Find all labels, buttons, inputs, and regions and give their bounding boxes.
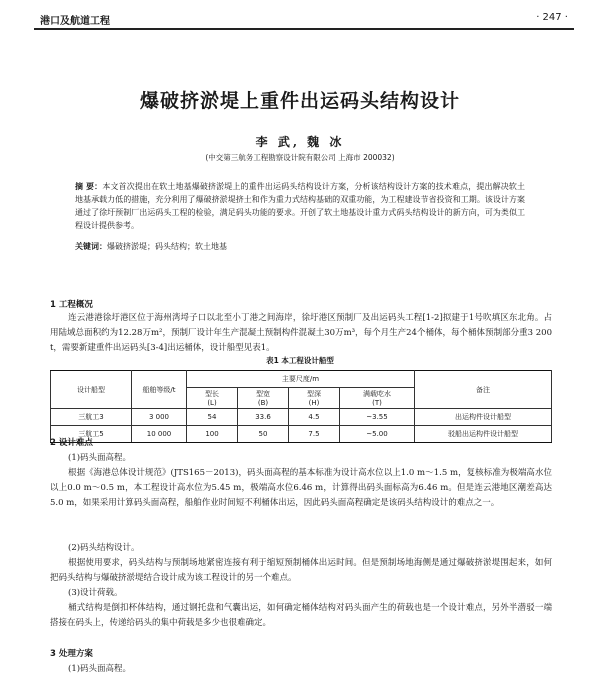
- col-note: 备注: [415, 371, 552, 409]
- col-draft: 满载吃水 (T): [340, 388, 415, 409]
- col-depth: 型深 (H): [289, 388, 340, 409]
- col-ship: 设计船型: [51, 371, 132, 409]
- abstract-text: 本文首次提出在软土地基爆破挤淤堤上的重件出运码头结构设计方案，分析该结构设计方案的技术难点，提出解决软土地基承载力低的措施，充分利用了爆破挤淤堤挤土和作为重力式结构基础的双重功能，为工程建设节省投资和工期。该设计方案通过了徐圩预制厂出运码头工程的检验，满足码头功能的要求。开创了软土地基设计重力式码头结构设计的新方向，可为类似工程设计提供参考。: [75, 182, 525, 230]
- keywords: [75, 240, 525, 253]
- abstract-label: 摘 要：: [75, 182, 103, 191]
- col-dims: 主要尺度/m: [187, 371, 415, 388]
- section-2-paragraph-1: 根据《海港总体设计规范》(JTS165－2013)，码头面高程的基本标准为设计高水位以上1.0 m～1.5 m，复核标准为极端高水位以上0.0 m～0.5 m，本工程设计高水位为5.45 m，极端高水位6.46 m，计算得出码头面标高为6.46 m。但是连云港地区潮差高达5.0 m，如果采用计算码头面高程，船舶作业时间短不利桶体出运，因此码头面高程确定是该码头结构设计的难点之一。: [50, 468, 552, 508]
- ship-type-table: [50, 370, 552, 443]
- section-2-sub-2: (2)码头结构设计。: [68, 543, 140, 553]
- section-1-paragraph: [50, 311, 552, 356]
- section-2-heading: 2 设计难点: [50, 438, 93, 448]
- section-2-paragraph-2: 根据使用要求，码头结构与预制场地紧密连接有利于缩短预制桶体出运时间。但是预制场地海侧是通过爆破挤淤堤围起来，如何把码头结构与爆破挤淤堤结合设计成为该工程设计的另一个难点。: [50, 558, 552, 583]
- col-tonnage: 船舶等级/t: [132, 371, 187, 409]
- table-row: 三航工3 3 000 54 33.6 4.5 ~3.55 出运构件设计船型: [51, 409, 552, 426]
- section-1-text: 连云港港徐圩港区位于海州湾埒子口以北至小丁港之间海岸，徐圩港区预制厂及出运码头工程[1-2]拟建于1号吹填区东北角。占用陆域总面积约为12.28万m²，预制厂设计年生产混凝土预制构件混凝土30万m³，每个月生产24个桶体，每个桶体预制部分重3 200 t，需要新建重件出运码头[3-4]出运桶体，设计船型见表1。: [50, 313, 552, 353]
- section-3-heading: 3 处理方案: [50, 649, 93, 659]
- col-length: 型长 (L): [187, 388, 238, 409]
- table-row: 三航工5 10 000 100 50 7.5 ~5.00 驳船出运构件设计船型: [51, 426, 552, 443]
- journal-name: 港口及航道工程: [40, 16, 110, 27]
- section-2-sub-3: (3)设计荷载。: [68, 588, 123, 598]
- section-1-heading: 1 工程概况: [50, 300, 93, 310]
- authors: 李 武, 魏 冰: [255, 135, 345, 149]
- affiliation: (中交第三航务工程勘察设计院有限公司 上海市 200032): [205, 153, 395, 162]
- paper-title: 爆破挤淤堤上重件出运码头结构设计: [139, 90, 460, 112]
- keywords-text: 爆破挤淤堤；码头结构；软土地基: [107, 242, 227, 251]
- section-3-sub-1: (1)码头面高程。: [68, 664, 132, 674]
- keywords-label: 关键词：: [75, 242, 107, 251]
- abstract: [75, 180, 525, 232]
- col-breadth: 型宽 (B): [238, 388, 289, 409]
- section-2-sub-1: (1)码头面高程。: [68, 453, 132, 463]
- section-2-paragraph-3: 桶式结构是倒扣杯体结构，通过钢托盘和气囊出运，如何确定桶体结构对码头面产生的荷载也是一个设计难点，另外半潜驳一端搭接在码头上，传递给码头的集中荷载是多少也很难确定。: [50, 603, 552, 628]
- running-header: [34, 8, 574, 30]
- table-caption: 表1 本工程设计船型: [266, 356, 334, 365]
- page-number: · 247 ·: [536, 12, 568, 23]
